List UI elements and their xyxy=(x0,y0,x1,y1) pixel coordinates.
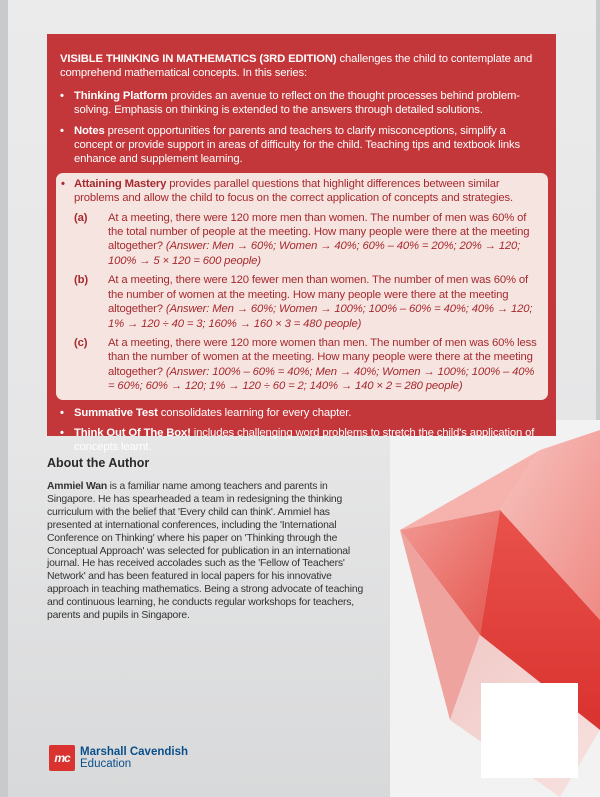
question-label: (b) xyxy=(74,274,88,287)
author-bio-text: is a familiar name among teachers and parents in Singapore. He has spearheaded a team in redesigning the thinking curriculum with the belief that 'Every child can think'. Ammiel has presented at international conferences, including the 'International Conference on Thinking' where his paper on 'Thinking through the Conceptual Approach' was selected for publication in an international journal. He has received accolades such as the 'Fellow of Teachers' Network' and has been featured in local papers for his innovative approach in teaching mathematics. Being a strong advocate of teaching and continuous learning, he conducts regular workshops for teachers, parents and pupils in Singapore. xyxy=(47,481,364,622)
question-b xyxy=(74,273,540,331)
feature-title: Thinking Platform xyxy=(74,89,168,102)
feature-text: provides an avenue to reflect on the thought processes behind problem-solving. Emphasis on thinking is extended to the answers through detailed solutions. xyxy=(74,89,520,117)
publisher-wordmark xyxy=(80,746,188,770)
question-c xyxy=(74,336,540,394)
feature-title: Think Out Of The Box! xyxy=(74,426,191,439)
question-label: (a) xyxy=(74,211,88,224)
left-edge xyxy=(0,0,8,797)
question-answer: (Answer: Men → 60%; Women → 40%; 60% – 40% = 20%; 20% → 120; 100% → 5 × 120 = 600 people) xyxy=(108,240,521,267)
question-text: At a meeting, there were 120 more women than men. The number of men was 60% less than the number of women at the meeting. How many people were there at the meeting altogether? xyxy=(108,336,537,378)
feature-summative-test xyxy=(60,406,545,420)
question-text: At a meeting, there were 120 more men than women. The number of men was 60% of the total number of people at the meeting. How many people were there at the meeting altogether? xyxy=(108,211,530,253)
feature-title: Notes xyxy=(74,124,105,137)
publisher-logo xyxy=(49,745,188,771)
mc-logo-icon: mc xyxy=(49,745,75,771)
feature-title: Attaining Mastery xyxy=(74,177,167,190)
author-name: Ammiel Wan xyxy=(47,481,107,492)
author-bio xyxy=(47,481,365,623)
question-label: (c) xyxy=(74,336,88,349)
feature-text: present opportunities for parents and teachers to clarify misconceptions, simplify a concept or provide support in areas of difficulty for the child. Teaching tips and textbook links enhance and supplement learning. xyxy=(74,124,520,166)
publisher-name: Marshall Cavendish xyxy=(80,746,189,758)
question-a xyxy=(74,211,540,269)
about-author-heading: About the Author xyxy=(47,456,150,470)
feature-attaining-mastery xyxy=(56,173,548,400)
feature-thinking-platform xyxy=(60,89,545,118)
feature-text: consolidates learning for every chapter. xyxy=(157,406,352,419)
series-title: VISIBLE THINKING IN MATHEMATICS (3RD EDITION) xyxy=(60,53,337,65)
intro-paragraph xyxy=(60,52,545,81)
question-answer: (Answer: 100% – 60% = 40%; Men → 40%; Women → 100%; 100% – 40% = 60%; 60% → 120; 1% → 120 ÷ 60 = 2; 140% → 140 × 2 = 280 people) xyxy=(108,365,535,393)
feature-think-out-of-the-box xyxy=(60,426,545,455)
barcode-area xyxy=(481,683,578,778)
question-text: At a meeting, there were 120 fewer men than women. The number of men was 60% of the number of women at the meeting. How many people were there at the meeting altogether? xyxy=(108,274,528,316)
mastery-description xyxy=(74,177,540,206)
features-panel xyxy=(47,34,556,454)
publisher-division: Education xyxy=(80,758,132,770)
feature-notes xyxy=(60,124,545,167)
feature-title: Summative Test xyxy=(74,406,158,419)
question-answer: (Answer: Men → 60%; Women → 100%; 100% – 60% = 40%; 40% → 120; 1% → 120 ÷ 40 = 3; 160% → 160 × 3 = 480 people) xyxy=(108,303,533,330)
feature-text: provides parallel questions that highlight differences between similar problems and allow the child to focus on the correct application of concepts and strategies. xyxy=(74,177,513,205)
feature-text: includes challenging word problems to stretch the child's application of concepts learnt. xyxy=(74,426,535,454)
intro-text: challenges the child to contemplate and comprehend mathematical concepts. In this series: xyxy=(60,53,533,80)
